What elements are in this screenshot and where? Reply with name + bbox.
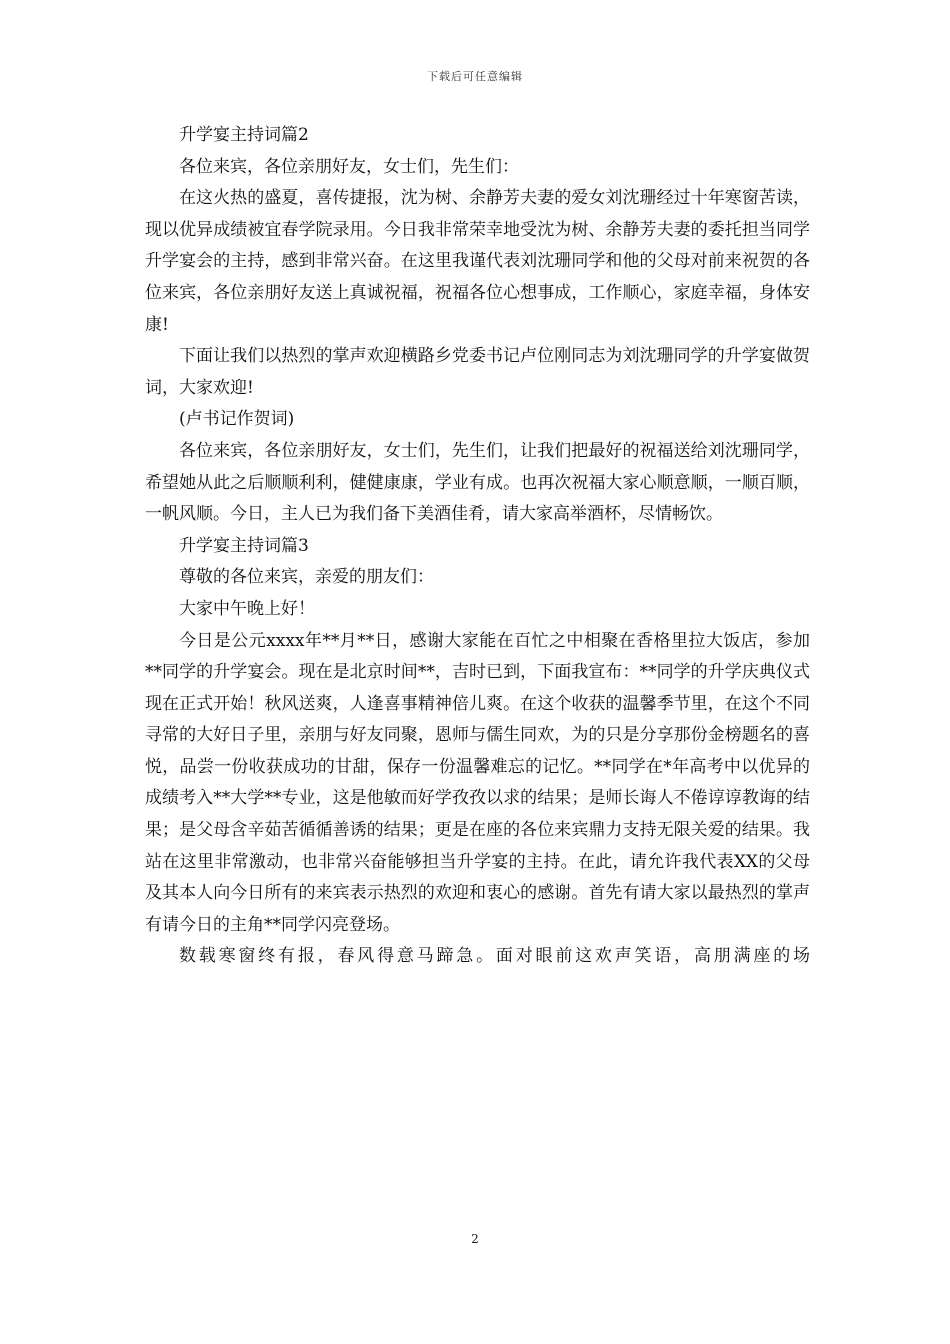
section-heading: 升学宴主持词篇3 xyxy=(179,535,309,556)
paragraph: 尊敬的各位来宾，亲爱的朋友们： xyxy=(179,567,434,588)
section-heading: 升学宴主持词篇2 xyxy=(179,125,309,145)
paragraph: (卢书记作贺词) xyxy=(179,409,295,430)
paragraph: 下面让我们以热烈的掌声欢迎横路乡党委书记卢位刚同志为刘沈珊同学的升学宴做贺词，大家欢迎! xyxy=(145,346,810,398)
page-header: 下载后可任意编辑 xyxy=(427,70,523,83)
paragraph: 各位来宾，各位亲朋好友，女士们，先生们，让我们把最好的祝福送给刘沈珊同学，希望她从此之后顺顺利利，健健康康，学业有成。也再次祝福大家心顺意顺，一顺百顺，一帆风顺。今日，主人已为我们备下美酒佳肴，请大家高举酒杯，尽情畅饮。 xyxy=(145,440,810,525)
document-body xyxy=(145,120,810,973)
paragraph: 数载寒窗终有报，春风得意马蹄急。面对眼前这欢声笑语，高朋满座的场 xyxy=(179,946,810,967)
paragraph: 今日是公元xxxx年**月**日，感谢大家能在百忙之中相聚在香格里拉大饭店，参加**同学的升学宴会。现在是北京时间**，吉时已到，下面我宣布：**同学的升学庆典仪式现在正式开始！秋风送爽，人逢喜事精神倍儿爽。在这个收获的温馨季节里，在这个不同寻常的大好日子里，亲朋与好友同聚，恩师与儒生同欢，为的只是分享那份金榜题名的喜悦，品尝一份收获成功的甘甜，保存一份温馨难忘的记忆。**同学在*年高考中以优异的成绩考入**大学**专业，这是他敏而好学孜孜以求的结果；是师长诲人不倦谆谆教诲的结果；是父母含辛茹苦循循善诱的结果；更是在座的各位来宾鼎力支持无限关爱的结果。我站在这里非常激动，也非常兴奋能够担当升学宴的主持。在此，请允许我代表XX的父母及其本人向今日所有的来宾表示热烈的欢迎和衷心的感谢。首先有请大家以最热烈的掌声有请今日的主角**同学闪亮登场。 xyxy=(145,630,810,935)
page-number: 2 xyxy=(471,1232,479,1246)
paragraph: 在这火热的盛夏，喜传捷报，沈为树、余静芳夫妻的爱女刘沈珊经过十年寒窗苦读，现以优异成绩被宜春学院录用。今日我非常荣幸地受沈为树、余静芳夫妻的委托担当同学升学宴会的主持，感到非常兴奋。在这里我谨代表刘沈珊同学和他的父母对前来祝贺的各位来宾，各位亲朋好友送上真诚祝福，祝福各位心想事成，工作顺心，家庭幸福，身体安康! xyxy=(145,188,810,335)
paragraph: 大家中午晚上好！ xyxy=(179,598,315,619)
paragraph: 各位来宾，各位亲朋好友，女士们，先生们： xyxy=(179,156,519,177)
